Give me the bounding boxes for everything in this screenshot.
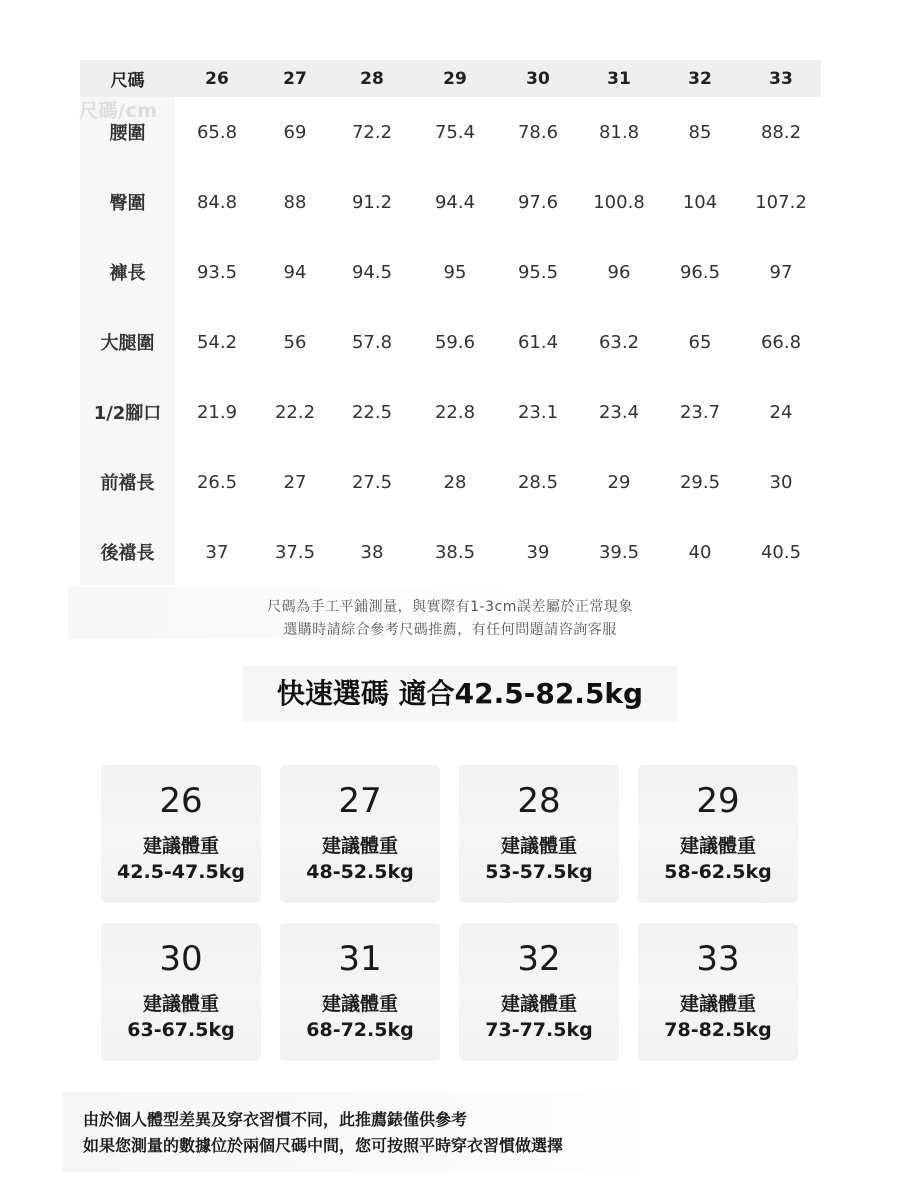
table-cell: 94.4 bbox=[434, 191, 476, 213]
card-size-number: 29 bbox=[696, 781, 740, 821]
card-weight-range: 48-52.5kg bbox=[306, 861, 414, 883]
card-size-number: 27 bbox=[338, 781, 382, 821]
measure-row-front-rise bbox=[80, 447, 821, 517]
card-weight-label: 建議體重 bbox=[679, 835, 756, 857]
table-cell: 24 bbox=[769, 401, 793, 423]
table-cell: 30 bbox=[769, 471, 793, 493]
size-card-28 bbox=[459, 765, 619, 903]
card-weight-range: 58-62.5kg bbox=[664, 861, 772, 883]
card-weight-range: 63-67.5kg bbox=[127, 1019, 235, 1041]
row-label: 腰圍 bbox=[109, 123, 146, 144]
table-cell: 22.2 bbox=[274, 401, 316, 423]
table-cell: 23.4 bbox=[598, 401, 640, 423]
table-cell: 54.2 bbox=[196, 331, 238, 353]
footer-note-line-2: 如果您測量的數據位於兩個尺碼中間，您可按照平時穿衣習慣做選擇 bbox=[83, 1136, 564, 1155]
table-cell: 66.8 bbox=[760, 331, 802, 353]
size-card-32 bbox=[459, 923, 619, 1061]
card-size-number: 32 bbox=[517, 939, 561, 979]
row-label: 前襠長 bbox=[100, 473, 155, 494]
table-cell: 75.4 bbox=[434, 121, 476, 143]
table-cell: 78.6 bbox=[517, 121, 559, 143]
size-card-27 bbox=[280, 765, 440, 903]
size-card-33 bbox=[638, 923, 798, 1061]
table-cell: 94 bbox=[283, 261, 307, 283]
card-size-number: 33 bbox=[696, 939, 740, 979]
table-cell: 27 bbox=[283, 471, 307, 493]
table-cell: 56 bbox=[283, 331, 307, 353]
card-weight-range: 73-77.5kg bbox=[485, 1019, 593, 1041]
table-cell: 40 bbox=[688, 541, 712, 563]
table-cell: 104 bbox=[682, 191, 718, 213]
measurement-note-line-1: 尺碼為手工平鋪測量，與實際有1-3cm誤差屬於正常現象 bbox=[267, 599, 633, 615]
table-cell: 93.5 bbox=[196, 261, 238, 283]
table-cell: 23.1 bbox=[517, 401, 559, 423]
table-cell: 59.6 bbox=[434, 331, 476, 353]
table-cell: 38.5 bbox=[434, 541, 476, 563]
size-header-cell: 29 bbox=[413, 60, 497, 97]
table-cell: 97.6 bbox=[517, 191, 559, 213]
table-cell: 91.2 bbox=[351, 191, 393, 213]
table-cell: 65.8 bbox=[196, 121, 238, 143]
table-cell: 97 bbox=[769, 261, 793, 283]
card-weight-range: 68-72.5kg bbox=[306, 1019, 414, 1041]
size-header-cell: 28 bbox=[331, 60, 413, 97]
card-size-number: 31 bbox=[338, 939, 382, 979]
row-label: 臀圍 bbox=[109, 193, 146, 214]
table-cell: 95 bbox=[443, 261, 467, 283]
table-cell: 29.5 bbox=[679, 471, 721, 493]
card-size-number: 30 bbox=[159, 939, 203, 979]
table-cell: 69 bbox=[283, 121, 307, 143]
row-label: 1/2腳口 bbox=[93, 403, 162, 424]
table-cell: 81.8 bbox=[598, 121, 640, 143]
table-cell: 39.5 bbox=[598, 541, 640, 563]
size-header-cell: 30 bbox=[497, 60, 579, 97]
card-weight-label: 建議體重 bbox=[321, 993, 398, 1015]
card-weight-range: 78-82.5kg bbox=[664, 1019, 772, 1041]
table-cell: 37.5 bbox=[274, 541, 316, 563]
table-cell: 28 bbox=[443, 471, 467, 493]
table-cell: 96.5 bbox=[679, 261, 721, 283]
card-weight-label: 建議體重 bbox=[679, 993, 756, 1015]
table-cell: 88.2 bbox=[760, 121, 802, 143]
card-size-number: 26 bbox=[159, 781, 203, 821]
table-cell: 39 bbox=[526, 541, 550, 563]
size-header-cell: 26 bbox=[175, 60, 259, 97]
table-cell: 27.5 bbox=[351, 471, 393, 493]
quick-pick-title: 快速選碼 適合42.5-82.5kg bbox=[243, 666, 677, 722]
table-cell: 26.5 bbox=[196, 471, 238, 493]
card-weight-label: 建議體重 bbox=[142, 835, 219, 857]
table-cell: 94.5 bbox=[351, 261, 393, 283]
size-header-cell: 31 bbox=[579, 60, 659, 97]
table-cell: 95.5 bbox=[517, 261, 559, 283]
card-weight-range: 42.5-47.5kg bbox=[117, 861, 245, 883]
table-cell: 63.2 bbox=[598, 331, 640, 353]
table-cell: 88 bbox=[283, 191, 307, 213]
footer-note-box bbox=[62, 1092, 658, 1172]
table-cell: 96 bbox=[607, 261, 631, 283]
size-card-30 bbox=[101, 923, 261, 1061]
table-cell: 85 bbox=[688, 121, 712, 143]
row-label: 大腿圍 bbox=[100, 333, 155, 354]
table-cell: 40.5 bbox=[760, 541, 802, 563]
card-weight-label: 建議體重 bbox=[142, 993, 219, 1015]
measure-row-waist bbox=[80, 97, 821, 167]
table-cell: 22.5 bbox=[351, 401, 393, 423]
table-cell: 29 bbox=[607, 471, 631, 493]
corner-label: 尺碼 bbox=[80, 60, 175, 97]
size-card-26 bbox=[101, 765, 261, 903]
measure-row-thigh bbox=[80, 307, 821, 377]
row-label: 褲長 bbox=[109, 263, 146, 284]
table-cell: 100.8 bbox=[593, 191, 645, 213]
table-cell: 107.2 bbox=[755, 191, 807, 213]
measure-row-back-rise bbox=[80, 517, 821, 587]
footer-note-line-1: 由於個人體型差異及穿衣習慣不同，此推薦錶僅供參考 bbox=[83, 1110, 468, 1129]
card-weight-label: 建議體重 bbox=[321, 835, 398, 857]
table-cell: 61.4 bbox=[517, 331, 559, 353]
size-card-29 bbox=[638, 765, 798, 903]
size-header-cell: 33 bbox=[741, 60, 821, 97]
table-cell: 23.7 bbox=[679, 401, 721, 423]
table-cell: 57.8 bbox=[351, 331, 393, 353]
size-card-31 bbox=[280, 923, 440, 1061]
size-header-cell: 32 bbox=[659, 60, 741, 97]
row-label: 後襠長 bbox=[100, 543, 155, 564]
size-header-cell: 27 bbox=[259, 60, 331, 97]
card-weight-range: 53-57.5kg bbox=[485, 861, 593, 883]
table-cell: 84.8 bbox=[196, 191, 238, 213]
size-header-row bbox=[80, 60, 821, 97]
table-cell: 37 bbox=[205, 541, 229, 563]
measure-row-length bbox=[80, 237, 821, 307]
unit-watermark: 尺碼/cm bbox=[79, 100, 158, 122]
measure-row-leg-opening bbox=[80, 377, 821, 447]
table-cell: 65 bbox=[688, 331, 712, 353]
table-cell: 22.8 bbox=[434, 401, 476, 423]
table-cell: 72.2 bbox=[351, 121, 393, 143]
measure-row-hip bbox=[80, 167, 821, 237]
card-weight-label: 建議體重 bbox=[500, 993, 577, 1015]
table-cell: 28.5 bbox=[517, 471, 559, 493]
card-size-number: 28 bbox=[517, 781, 561, 821]
table-cell: 21.9 bbox=[196, 401, 238, 423]
table-cell: 38 bbox=[360, 541, 384, 563]
card-weight-label: 建議體重 bbox=[500, 835, 577, 857]
measurement-note-line-2: 選購時請綜合參考尺碼推薦，有任何問題請咨詢客服 bbox=[283, 622, 617, 638]
size-table bbox=[80, 60, 821, 587]
